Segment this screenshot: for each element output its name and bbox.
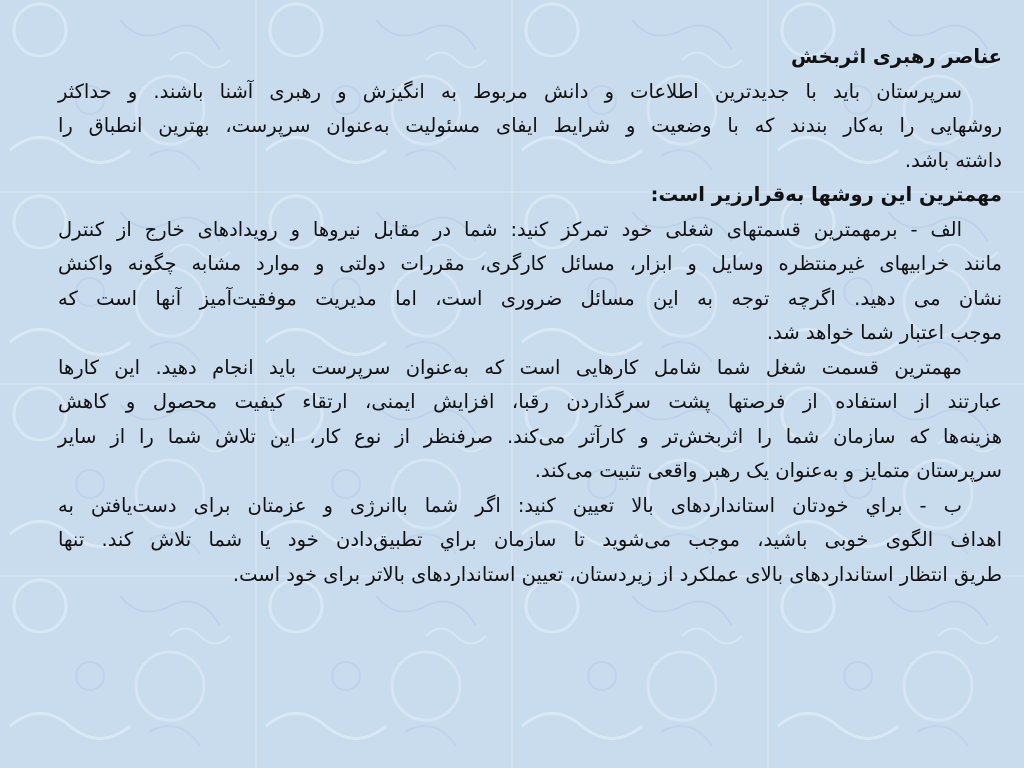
text-line: اهداف الگوی خوبی باشید، موجب می‌شوید تا سازمان براي تطبیق‌دادن خود یا شما تلاش کند. تنها: [58, 528, 1002, 551]
text-line: موجب اعتبار شما خواهد شد.: [766, 321, 1002, 344]
text-line: مهمترین قسمت شغل شما شامل کارهایی است که به‌عنوان سرپرست باید انجام دهید. این کارها: [58, 355, 962, 379]
paragraph-important-part: [58, 351, 1002, 489]
text-line: الف - برمهمترین قسمتهای شغلی خود تمرکز کنید: شما در مقابل نیروها و رویدادهای خارج از کنترل: [58, 217, 962, 241]
subheading: مهمترین این روشها به‌قرارزیر است:: [650, 183, 1002, 206]
text-line: عبارتند از استفاده از فرصتها پشت سرگذاردن رقبا، افزایش ایمنی، ارتقاء کیفیت محصول و کاهش: [58, 390, 1002, 413]
slide-text-block: [58, 40, 1002, 740]
text-line: هزینه‌ها که سازمان شما را اثربخش‌تر و کارآتر می‌کند. صرفنظر از نوع کار، این تلاش شما را از سایر: [58, 424, 1002, 448]
text-line: روشهایی را به‌کار بندند که با وضعیت و شرایط ایفای مسئولیت به‌عنوان سرپرست، بهترین انطباق را: [58, 114, 1002, 137]
paragraph-intro: [58, 75, 1002, 179]
text-line: داشته باشد.: [904, 148, 1002, 172]
text-line: سرپرستان متمایز و به‌عنوان یک رهبر واقعی تثبیت می‌کند.: [534, 459, 1002, 482]
text-line: مانند خرابیهای غیرمنتظره وسایل و ابزار، مسائل کارگری، مقررات دولتی و موارد مشابه چگونه واکنش: [58, 252, 1002, 275]
paragraph-standards: [58, 489, 1002, 593]
paragraph-focus: [58, 213, 1002, 351]
section-heading: عناصر رهبری اثربخش: [791, 45, 1002, 68]
text-line: طریق انتظار استانداردهای بالای عملکرد از زیردستان، تعیین استانداردهای بالاتر برای خود است.: [232, 562, 1002, 586]
text-line: سرپرستان باید با جدیدترین اطلاعات و دانش مربوط به انگیزش و رهبری آشنا باشند. و حداکثر: [58, 79, 962, 103]
text-line: ب - براي خودتان استانداردهای بالا تعیین کنید: اگر شما باانرژی و عزمتان برای دست‌یافتن به: [58, 493, 962, 517]
text-line: نشان می دهید. اگرچه توجه به این مسائل ضروری است، اما مدیریت موفقیت‌آمیز آنها است که: [58, 286, 1002, 310]
